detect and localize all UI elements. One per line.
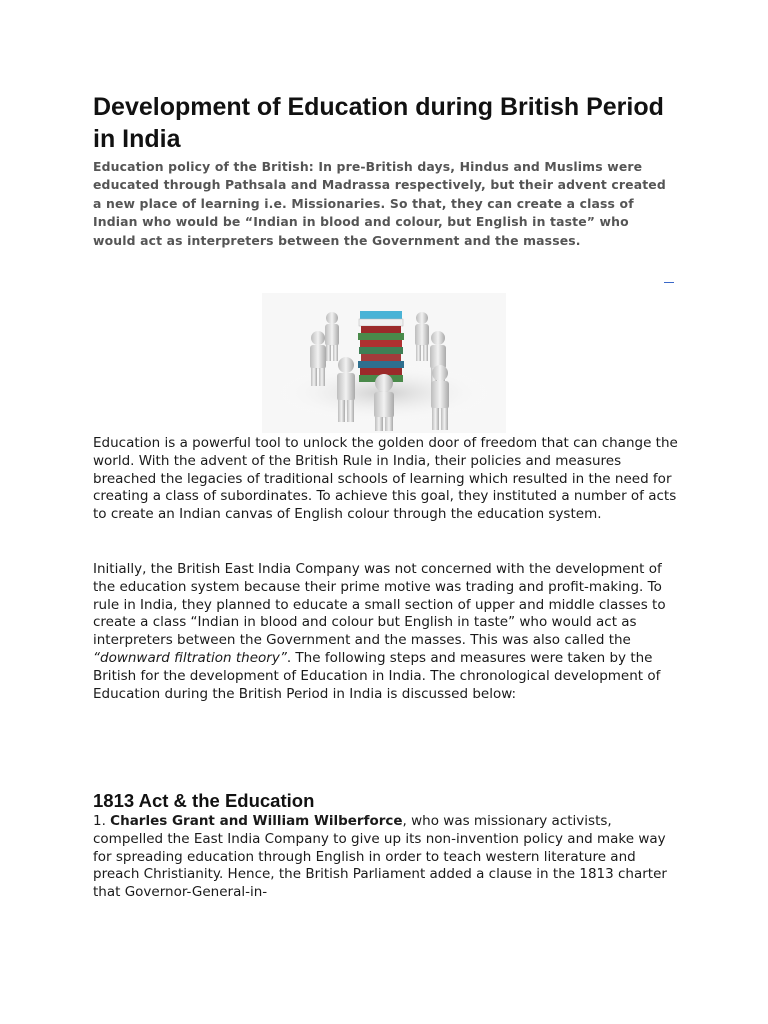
books-stack-with-figures-icon bbox=[262, 293, 506, 433]
paragraph-education-tool: Education is a powerful tool to unlock the golden door of freedom that can change the world. With the advent of the British Rule in India, their policies and measures breached the legacies of traditional schools of learning which resulted in the need for creating a class of subordinates. To achieve this goal, they instituted a number of acts to create an Indian canvas of English colour through the education system. bbox=[93, 435, 678, 523]
paragraph-text: , who was missionary activists, compelled the East India Company to give up its non-invention policy and make way for spreading education through English in order to teach western literature and preach Christianity. Hence, the British Parliament added a clause in the 1813 charter that Governor-General-in- bbox=[93, 813, 667, 901]
paragraph-1813-act bbox=[93, 813, 683, 902]
bold-names: Charles Grant and William Wilberforce bbox=[110, 813, 403, 829]
downward-filtration-term: “downward filtration theory” bbox=[93, 649, 287, 666]
intro-paragraph: Education policy of the British: In pre-British days, Hindus and Muslims were educated through Pathsala and Madrassa respectively, but their advent created a new place of learning i.e. Missionaries. So that, they can create a class of Indian who would be “Indian in blood and colour, but English in taste” who would act as interpreters between the Government and the masses. bbox=[93, 159, 666, 248]
page-title: Development of Education during British Period in India bbox=[93, 93, 664, 153]
section-heading: 1813 Act & the Education bbox=[93, 790, 315, 811]
paragraph-text: . The following steps and measures were taken by the British for the development of Education in India. The chronological development of Education during the British Period in India is discussed below: bbox=[93, 649, 661, 702]
link-underline[interactable] bbox=[664, 282, 674, 283]
paragraph-east-india-company bbox=[93, 561, 683, 703]
list-number: 1. bbox=[93, 813, 111, 829]
paragraph-text: Initially, the British East India Company was not concerned with the development of the education system because their prime motive was trading and profit-making. To rule in India, they planned to educate a small section of upper and middle classes to create a class “Indian in blood and colour but English in taste” who would act as interpreters between the Government and the masses. This was also called the bbox=[93, 561, 666, 649]
